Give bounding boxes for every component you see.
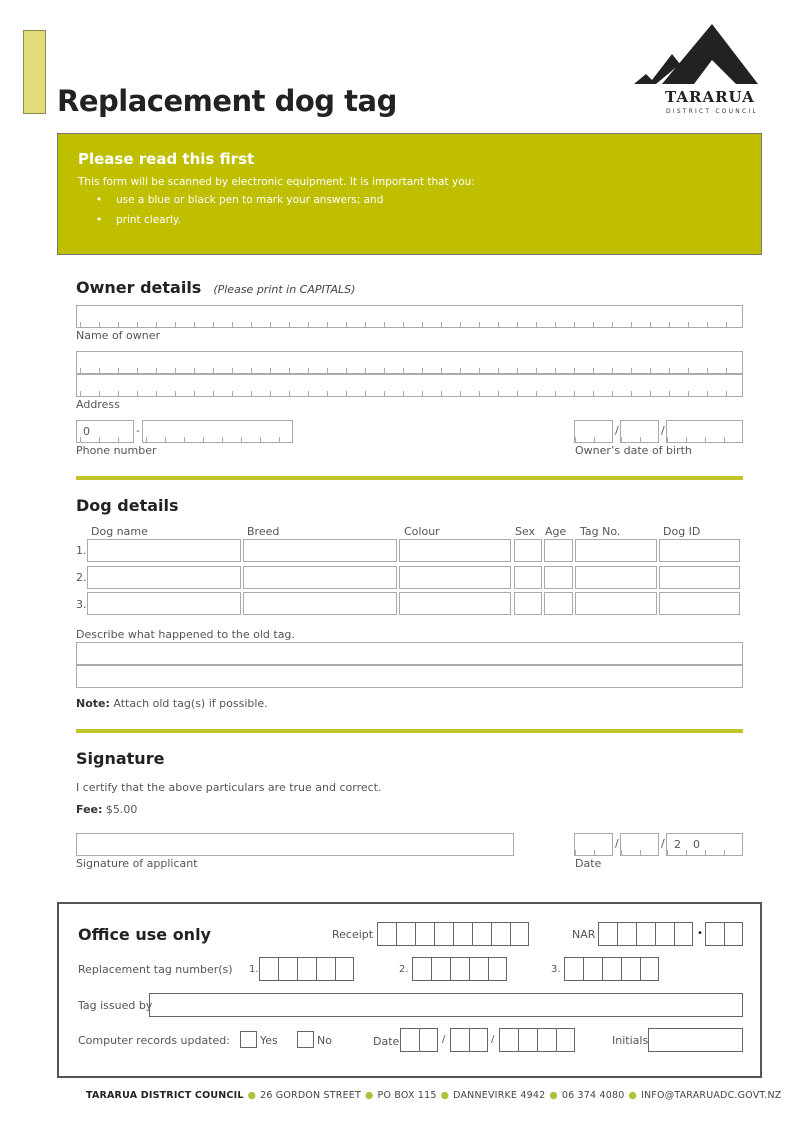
digit-cell[interactable] bbox=[396, 922, 415, 946]
signature-field[interactable] bbox=[76, 833, 514, 856]
digit-cell[interactable] bbox=[412, 957, 431, 981]
col-breed: Breed bbox=[247, 525, 280, 538]
initials-label: Initials bbox=[612, 1034, 649, 1047]
col-dog-id: Dog ID bbox=[663, 525, 701, 538]
digit-cell[interactable] bbox=[278, 957, 297, 981]
logo-name: TARARUA bbox=[665, 88, 755, 106]
office-date-month-cells[interactable] bbox=[450, 1028, 488, 1052]
phone-dash: - bbox=[136, 424, 140, 437]
age-field[interactable] bbox=[544, 566, 573, 589]
digit-cell[interactable] bbox=[499, 1028, 518, 1052]
describe-line-1-field[interactable] bbox=[76, 642, 743, 665]
footer-town: DANNEVIRKE 4942 bbox=[453, 1090, 546, 1101]
digit-cell[interactable] bbox=[377, 922, 396, 946]
digit-cell[interactable] bbox=[335, 957, 354, 981]
sig-date-day-field[interactable] bbox=[574, 833, 613, 856]
tag-no-field[interactable] bbox=[575, 539, 657, 562]
sig-date-label: Date bbox=[575, 857, 602, 870]
digit-cell[interactable] bbox=[297, 957, 316, 981]
owner-name-field[interactable] bbox=[76, 305, 743, 328]
no-label: No bbox=[317, 1034, 332, 1047]
dob-sep-2: / bbox=[661, 424, 665, 437]
col-colour: Colour bbox=[404, 525, 440, 538]
dob-year-field[interactable] bbox=[666, 420, 743, 443]
tag-number-2-cells[interactable] bbox=[412, 957, 507, 981]
digit-cell[interactable] bbox=[674, 922, 693, 946]
col-age: Age bbox=[545, 525, 567, 538]
initials-field[interactable] bbox=[648, 1028, 743, 1052]
digit-cell[interactable] bbox=[400, 1028, 419, 1052]
sig-date-sep-2: / bbox=[661, 837, 665, 850]
footer-email[interactable]: INFO@TARARUADC.GOVT.NZ bbox=[640, 1090, 782, 1101]
no-checkbox[interactable] bbox=[297, 1031, 314, 1048]
notice-heading: Please read this first bbox=[78, 150, 255, 168]
sig-date-month-field[interactable] bbox=[620, 833, 659, 856]
section-divider bbox=[76, 729, 743, 733]
age-field[interactable] bbox=[544, 539, 573, 562]
footer-dot: ● bbox=[247, 1090, 257, 1101]
office-date-day-cells[interactable] bbox=[400, 1028, 438, 1052]
fee-label: Fee: bbox=[76, 803, 103, 816]
footer-dot: ● bbox=[440, 1090, 450, 1101]
dob-sep-1: / bbox=[615, 424, 619, 437]
nar-separator: • bbox=[697, 928, 703, 939]
office-date-year-cells[interactable] bbox=[499, 1028, 575, 1052]
phone-label: Phone number bbox=[76, 444, 157, 457]
note-bold: Note: bbox=[76, 697, 110, 710]
tag-no-field[interactable] bbox=[575, 566, 657, 589]
digit-cell[interactable] bbox=[598, 922, 617, 946]
dob-month-field[interactable] bbox=[620, 420, 659, 443]
office-heading: Office use only bbox=[78, 925, 211, 944]
digit-cell[interactable] bbox=[640, 957, 659, 981]
row-number: 2. bbox=[76, 571, 87, 584]
sig-date-year-field[interactable] bbox=[666, 833, 743, 856]
dog-id-field[interactable] bbox=[659, 592, 740, 615]
footer-street: 26 GORDON STREET bbox=[260, 1090, 362, 1101]
breed-field[interactable] bbox=[243, 592, 397, 615]
footer-dot: ● bbox=[365, 1090, 374, 1101]
digit-cell[interactable] bbox=[316, 957, 335, 981]
signature-heading: Signature bbox=[76, 749, 165, 768]
tag-index: 2. bbox=[399, 964, 409, 975]
digit-cell[interactable] bbox=[556, 1028, 575, 1052]
section-divider bbox=[76, 476, 743, 480]
issued-by-label: Tag issued by bbox=[78, 999, 153, 1012]
dog-name-field[interactable] bbox=[87, 592, 241, 615]
logo-subtitle: DISTRICT COUNCIL bbox=[666, 108, 758, 115]
address-line-2-field[interactable] bbox=[76, 374, 743, 397]
footer-pobox: PO BOX 115 bbox=[377, 1090, 437, 1101]
owner-name-label: Name of owner bbox=[76, 329, 161, 342]
year-digit: 0 bbox=[693, 838, 700, 851]
notice-bullet: • print clearly. bbox=[96, 214, 741, 226]
digit-cell[interactable] bbox=[259, 957, 278, 981]
digit-cell[interactable] bbox=[564, 957, 583, 981]
sex-field[interactable] bbox=[514, 539, 542, 562]
digit-cell[interactable] bbox=[434, 922, 453, 946]
capitals-hint: (Please print in CAPITALS) bbox=[213, 283, 356, 296]
colour-field[interactable] bbox=[399, 539, 511, 562]
dog-id-field[interactable] bbox=[659, 539, 740, 562]
note-body: Attach old tag(s) if possible. bbox=[109, 697, 268, 710]
mountain-logo-icon bbox=[632, 22, 762, 86]
digit-cell[interactable] bbox=[472, 922, 491, 946]
tag-no-field[interactable] bbox=[575, 592, 657, 615]
digit-cell[interactable] bbox=[724, 922, 743, 946]
digit-cell[interactable] bbox=[491, 922, 510, 946]
tag-index: 3. bbox=[551, 964, 561, 975]
page-title: Replacement dog tag bbox=[57, 84, 397, 118]
year-digit: 2 bbox=[674, 838, 681, 851]
note-text bbox=[76, 697, 268, 710]
col-dog-name: Dog name bbox=[91, 525, 148, 538]
sig-date-sep-1: / bbox=[615, 837, 619, 850]
digit-cell[interactable] bbox=[469, 1028, 488, 1052]
digit-cell[interactable] bbox=[621, 957, 640, 981]
council-logo bbox=[632, 22, 762, 118]
digit-cell[interactable] bbox=[617, 922, 636, 946]
digit-cell[interactable] bbox=[453, 922, 472, 946]
notice-bullet: • use a blue or black pen to mark your answers; and bbox=[96, 194, 741, 206]
notice-box bbox=[57, 133, 762, 255]
digit-cell[interactable] bbox=[636, 922, 655, 946]
signature-label: Signature of applicant bbox=[76, 857, 198, 870]
nar-cells[interactable] bbox=[598, 922, 693, 946]
describe-line-2-field[interactable] bbox=[76, 665, 743, 688]
notice-list bbox=[78, 194, 741, 226]
age-field[interactable] bbox=[544, 592, 573, 615]
digit-cell[interactable] bbox=[518, 1028, 537, 1052]
col-sex: Sex bbox=[515, 525, 536, 538]
certify-text: I certify that the above particulars are true and correct. bbox=[76, 781, 382, 794]
nar-suffix-cells[interactable] bbox=[705, 922, 743, 946]
colour-field[interactable] bbox=[399, 592, 511, 615]
dog-name-field[interactable] bbox=[87, 566, 241, 589]
sex-field[interactable] bbox=[514, 566, 542, 589]
footer-phone: 06 374 4080 bbox=[561, 1090, 625, 1101]
owner-details-heading bbox=[76, 278, 355, 297]
digit-cell[interactable] bbox=[431, 957, 450, 981]
address-label: Address bbox=[76, 398, 120, 411]
notice-intro: This form will be scanned by electronic equipment. It is important that you: bbox=[78, 176, 475, 188]
address-line-1-field[interactable] bbox=[76, 351, 743, 374]
nar-label: NAR bbox=[572, 928, 596, 941]
office-date-sep: / bbox=[442, 1034, 446, 1045]
tag-index: 1. bbox=[249, 964, 259, 975]
breed-field[interactable] bbox=[243, 566, 397, 589]
receipt-cells[interactable] bbox=[377, 922, 529, 946]
digit-cell[interactable] bbox=[705, 922, 724, 946]
footer bbox=[86, 1090, 782, 1101]
office-date-sep: / bbox=[491, 1034, 495, 1045]
footer-org: TARARUA DISTRICT COUNCIL bbox=[86, 1090, 244, 1101]
records-label: Computer records updated: bbox=[78, 1034, 230, 1047]
row-number: 3. bbox=[76, 598, 87, 611]
breed-field[interactable] bbox=[243, 539, 397, 562]
tag-number-1-cells[interactable] bbox=[259, 957, 354, 981]
phone-number-field[interactable] bbox=[142, 420, 293, 443]
yes-label: Yes bbox=[260, 1034, 278, 1047]
accent-bar bbox=[23, 30, 46, 114]
phone-prefix-value: 0 bbox=[83, 425, 90, 438]
fee-line bbox=[76, 803, 137, 816]
fee-value: $5.00 bbox=[102, 803, 138, 816]
digit-cell[interactable] bbox=[583, 957, 602, 981]
digit-cell[interactable] bbox=[415, 922, 434, 946]
sex-field[interactable] bbox=[514, 592, 542, 615]
tag-numbers-label: Replacement tag number(s) bbox=[78, 963, 233, 976]
digit-cell[interactable] bbox=[655, 922, 674, 946]
footer-dot: ● bbox=[628, 1090, 637, 1101]
dob-label: Owner’s date of birth bbox=[575, 444, 692, 457]
tag-number-3-cells[interactable] bbox=[564, 957, 659, 981]
office-date-label: Date bbox=[373, 1035, 400, 1048]
describe-label: Describe what happened to the old tag. bbox=[76, 628, 295, 641]
digit-cell[interactable] bbox=[419, 1028, 438, 1052]
row-number: 1. bbox=[76, 544, 87, 557]
col-tag-no: Tag No. bbox=[580, 525, 621, 538]
digit-cell[interactable] bbox=[537, 1028, 556, 1052]
receipt-label: Receipt bbox=[332, 928, 374, 941]
digit-cell[interactable] bbox=[488, 957, 507, 981]
dog-details-heading: Dog details bbox=[76, 496, 179, 515]
phone-prefix-field[interactable] bbox=[76, 420, 134, 443]
colour-field[interactable] bbox=[399, 566, 511, 589]
digit-cell[interactable] bbox=[469, 957, 488, 981]
digit-cell[interactable] bbox=[450, 957, 469, 981]
digit-cell[interactable] bbox=[602, 957, 621, 981]
footer-dot: ● bbox=[549, 1090, 558, 1101]
dog-name-field[interactable] bbox=[87, 539, 241, 562]
digit-cell[interactable] bbox=[450, 1028, 469, 1052]
dog-id-field[interactable] bbox=[659, 566, 740, 589]
issued-by-field[interactable] bbox=[149, 993, 743, 1017]
digit-cell[interactable] bbox=[510, 922, 529, 946]
dob-day-field[interactable] bbox=[574, 420, 613, 443]
owner-heading-text: Owner details bbox=[76, 278, 202, 297]
yes-checkbox[interactable] bbox=[240, 1031, 257, 1048]
